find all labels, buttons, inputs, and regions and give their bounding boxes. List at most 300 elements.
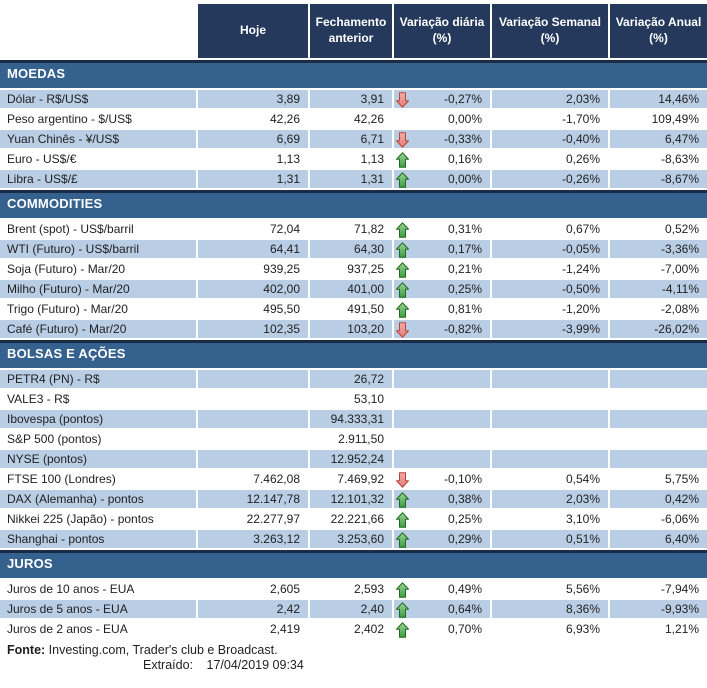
cell-variacao-anual — [610, 470, 707, 490]
cell-hoje-value: 6,69 — [276, 132, 300, 146]
section-header-juros: JUROS — [0, 550, 707, 580]
row-label — [0, 300, 198, 320]
cell-variacao-semanal — [492, 370, 610, 390]
cell-hoje — [198, 410, 310, 430]
cell-variacao-diaria — [394, 390, 492, 410]
cell-fechamento — [310, 390, 394, 410]
cell-variacao-anual-value: -9,93% — [660, 602, 699, 616]
cell-hoje — [198, 90, 310, 110]
down-arrow-icon — [396, 132, 409, 148]
cell-variacao-diaria-value: 0,16% — [447, 152, 482, 166]
cell-variacao-semanal-value: 6,93% — [565, 622, 600, 636]
cell-variacao-semanal — [492, 90, 610, 110]
cell-variacao-diaria — [394, 320, 492, 340]
cell-variacao-anual — [610, 300, 707, 320]
cell-variacao-diaria — [394, 490, 492, 510]
up-arrow-icon — [396, 512, 409, 528]
cell-fechamento — [310, 510, 394, 530]
cell-variacao-semanal-value: -3,99% — [561, 322, 600, 336]
row-label — [0, 490, 198, 510]
cell-hoje-value: 102,35 — [263, 322, 300, 336]
cell-hoje — [198, 490, 310, 510]
cell-variacao-diaria-value: 0,00% — [447, 112, 482, 126]
column-header-variacao-diaria: Variação diária (%) — [394, 4, 492, 58]
cell-fechamento-value: 2.911,50 — [338, 432, 384, 446]
row-label — [0, 240, 198, 260]
cell-fechamento-value: 3,91 — [360, 92, 384, 106]
cell-variacao-diaria — [394, 600, 492, 620]
up-arrow-icon — [396, 282, 409, 298]
row-label-value: Juros de 5 anos - EUA — [7, 602, 128, 616]
table-row — [0, 470, 707, 490]
cell-variacao-anual — [610, 370, 707, 390]
cell-fechamento-value: 1,31 — [360, 172, 384, 186]
cell-variacao-semanal-value: 0,51% — [565, 532, 600, 546]
cell-fechamento — [310, 130, 394, 150]
cell-fechamento — [310, 220, 394, 240]
cell-hoje — [198, 620, 310, 640]
cell-hoje-value: 2,42 — [276, 602, 300, 616]
up-arrow-icon — [396, 152, 409, 168]
cell-hoje — [198, 110, 310, 130]
row-label-value: DAX (Alemanha) - pontos — [7, 492, 144, 506]
cell-variacao-semanal — [492, 240, 610, 260]
cell-hoje — [198, 530, 310, 550]
cell-hoje — [198, 450, 310, 470]
market-report-sheet — [0, 4, 707, 672]
cell-variacao-diaria — [394, 90, 492, 110]
down-arrow-icon — [396, 472, 409, 488]
cell-variacao-semanal — [492, 510, 610, 530]
cell-variacao-semanal-value: 3,10% — [565, 512, 600, 526]
cell-variacao-diaria-value: 0,31% — [447, 222, 482, 236]
cell-hoje — [198, 220, 310, 240]
cell-variacao-anual-value: 1,21% — [664, 622, 699, 636]
column-header-variacao-anual: Variação Anual (%) — [610, 4, 707, 58]
cell-variacao-anual — [610, 110, 707, 130]
table-row — [0, 300, 707, 320]
cell-fechamento-value: 53,10 — [353, 392, 384, 406]
cell-fechamento — [310, 300, 394, 320]
cell-variacao-diaria-value: 0,49% — [447, 582, 482, 596]
cell-fechamento-value: 12.952,24 — [330, 452, 384, 466]
row-label — [0, 170, 198, 190]
cell-fechamento — [310, 110, 394, 130]
cell-variacao-semanal-value: 2,03% — [565, 492, 600, 506]
cell-variacao-anual — [610, 620, 707, 640]
cell-variacao-anual-value: -3,36% — [660, 242, 699, 256]
cell-hoje — [198, 320, 310, 340]
cell-fechamento — [310, 260, 394, 280]
cell-variacao-diaria — [394, 110, 492, 130]
cell-variacao-anual — [610, 280, 707, 300]
cell-hoje — [198, 240, 310, 260]
row-label — [0, 430, 198, 450]
row-label-value: Juros de 10 anos - EUA — [7, 582, 135, 596]
cell-variacao-semanal-value: 5,56% — [565, 582, 600, 596]
cell-fechamento-value: 94.333,31 — [330, 412, 384, 426]
cell-hoje-value: 64,41 — [269, 242, 300, 256]
cell-variacao-semanal — [492, 530, 610, 550]
cell-hoje-value: 7.462,08 — [253, 472, 300, 486]
cell-variacao-anual — [610, 600, 707, 620]
source-line — [7, 643, 707, 657]
cell-variacao-semanal — [492, 320, 610, 340]
cell-variacao-anual — [610, 430, 707, 450]
cell-variacao-semanal — [492, 450, 610, 470]
header-empty-corner — [0, 4, 198, 58]
cell-hoje-value: 2,605 — [269, 582, 300, 596]
row-label-value: Libra - US$/£ — [7, 172, 78, 186]
cell-fechamento-value: 2,40 — [360, 602, 384, 616]
cell-hoje-value: 22.277,97 — [246, 512, 300, 526]
source-label: Fonte: — [7, 643, 46, 657]
table-row — [0, 600, 707, 620]
cell-variacao-anual — [610, 390, 707, 410]
cell-variacao-semanal — [492, 280, 610, 300]
cell-fechamento — [310, 370, 394, 390]
cell-variacao-anual — [610, 130, 707, 150]
cell-variacao-semanal-value: -0,50% — [561, 282, 600, 296]
row-label-value: Ibovespa (pontos) — [7, 412, 104, 426]
cell-variacao-anual-value: -7,00% — [660, 262, 699, 276]
cell-fechamento-value: 7.469,92 — [337, 472, 384, 486]
table-row — [0, 490, 707, 510]
cell-variacao-anual — [610, 320, 707, 340]
cell-variacao-anual — [610, 220, 707, 240]
column-header-hoje: Hoje — [198, 4, 310, 58]
cell-variacao-anual-value: 14,46% — [658, 92, 699, 106]
cell-fechamento-value: 1,13 — [360, 152, 384, 166]
row-label — [0, 280, 198, 300]
row-label — [0, 130, 198, 150]
down-arrow-icon — [396, 92, 409, 108]
row-label — [0, 530, 198, 550]
row-label-value: Soja (Futuro) - Mar/20 — [7, 262, 126, 276]
cell-fechamento-value: 71,82 — [353, 222, 384, 236]
row-label-value: NYSE (pontos) — [7, 452, 88, 466]
row-label-value: Peso argentino - $/US$ — [7, 112, 132, 126]
up-arrow-icon — [396, 302, 409, 318]
up-arrow-icon — [396, 172, 409, 188]
cell-variacao-semanal — [492, 390, 610, 410]
cell-fechamento — [310, 410, 394, 430]
cell-variacao-semanal-value: -1,24% — [561, 262, 600, 276]
row-label-value: Yuan Chinês - ¥/US$ — [7, 132, 120, 146]
cell-variacao-diaria-value: -0,10% — [443, 472, 482, 486]
cell-variacao-semanal — [492, 150, 610, 170]
cell-hoje — [198, 260, 310, 280]
cell-fechamento-value: 491,50 — [347, 302, 384, 316]
cell-variacao-anual-value: -26,02% — [654, 322, 699, 336]
cell-hoje-value: 3.263,12 — [253, 532, 300, 546]
cell-hoje-value: 3,89 — [276, 92, 300, 106]
row-label — [0, 600, 198, 620]
table-row — [0, 450, 707, 470]
cell-fechamento — [310, 450, 394, 470]
cell-fechamento-value: 64,30 — [353, 242, 384, 256]
cell-variacao-anual — [610, 90, 707, 110]
cell-fechamento — [310, 600, 394, 620]
cell-variacao-semanal-value: -1,70% — [561, 112, 600, 126]
cell-variacao-semanal-value: 2,03% — [565, 92, 600, 106]
cell-hoje — [198, 150, 310, 170]
row-label — [0, 510, 198, 530]
cell-variacao-semanal-value: 8,36% — [565, 602, 600, 616]
cell-hoje-value: 72,04 — [269, 222, 300, 236]
up-arrow-icon — [396, 492, 409, 508]
cell-fechamento — [310, 280, 394, 300]
cell-hoje-value: 939,25 — [263, 262, 300, 276]
cell-fechamento — [310, 170, 394, 190]
row-label-value: PETR4 (PN) - R$ — [7, 372, 100, 386]
cell-variacao-semanal-value: -0,05% — [561, 242, 600, 256]
cell-variacao-anual-value: 109,49% — [651, 112, 699, 126]
table-row — [0, 220, 707, 240]
table-header-row — [0, 4, 707, 60]
cell-variacao-diaria — [394, 410, 492, 430]
cell-variacao-diaria-value: 0,17% — [447, 242, 482, 256]
extracted-line — [143, 658, 707, 672]
cell-hoje — [198, 280, 310, 300]
cell-variacao-semanal-value: 0,26% — [565, 152, 600, 166]
cell-variacao-anual — [610, 260, 707, 280]
row-label-value: VALE3 - R$ — [7, 392, 70, 406]
cell-variacao-semanal — [492, 170, 610, 190]
cell-variacao-anual-value: -8,63% — [660, 152, 699, 166]
table-row — [0, 260, 707, 280]
table-row — [0, 280, 707, 300]
table-row — [0, 430, 707, 450]
extracted-label: Extraído: — [143, 658, 194, 672]
cell-fechamento-value: 3.253,60 — [337, 532, 384, 546]
up-arrow-icon — [396, 242, 409, 258]
cell-variacao-anual — [610, 450, 707, 470]
cell-fechamento-value: 937,25 — [347, 262, 384, 276]
cell-variacao-diaria — [394, 300, 492, 320]
cell-variacao-diaria-value: 0,38% — [447, 492, 482, 506]
cell-variacao-semanal — [492, 260, 610, 280]
cell-hoje — [198, 470, 310, 490]
footer — [0, 640, 707, 672]
row-label — [0, 620, 198, 640]
cell-variacao-semanal-value: -1,20% — [561, 302, 600, 316]
row-label-value: Nikkei 225 (Japão) - pontos — [7, 512, 154, 526]
cell-variacao-semanal — [492, 410, 610, 430]
cell-variacao-diaria — [394, 580, 492, 600]
cell-variacao-anual-value: -4,11% — [661, 282, 699, 296]
table-row — [0, 150, 707, 170]
cell-variacao-anual — [610, 580, 707, 600]
table-row — [0, 170, 707, 190]
row-label-value: Milho (Futuro) - Mar/20 — [7, 282, 130, 296]
section-header-bolsas-e-acoes: BOLSAS E AÇÕES — [0, 340, 707, 370]
up-arrow-icon — [396, 582, 409, 598]
cell-variacao-diaria — [394, 170, 492, 190]
table-row — [0, 130, 707, 150]
cell-hoje — [198, 370, 310, 390]
cell-hoje-value: 42,26 — [269, 112, 300, 126]
cell-fechamento — [310, 470, 394, 490]
row-label — [0, 150, 198, 170]
cell-fechamento-value: 26,72 — [353, 372, 384, 386]
section-header-commodities: COMMODITIES — [0, 190, 707, 220]
cell-variacao-diaria — [394, 150, 492, 170]
table-row — [0, 390, 707, 410]
cell-variacao-diaria — [394, 280, 492, 300]
cell-fechamento — [310, 240, 394, 260]
cell-fechamento — [310, 90, 394, 110]
cell-variacao-anual-value: 6,47% — [664, 132, 699, 146]
row-label-value: WTI (Futuro) - US$/barril — [7, 242, 140, 256]
table-row — [0, 320, 707, 340]
cell-variacao-anual-value: -7,94% — [660, 582, 699, 596]
cell-hoje — [198, 300, 310, 320]
cell-fechamento-value: 12.101,32 — [330, 492, 384, 506]
row-label — [0, 390, 198, 410]
row-label — [0, 580, 198, 600]
up-arrow-icon — [396, 622, 409, 638]
cell-variacao-diaria — [394, 220, 492, 240]
cell-variacao-semanal — [492, 300, 610, 320]
cell-fechamento — [310, 150, 394, 170]
row-label — [0, 450, 198, 470]
cell-variacao-anual — [610, 170, 707, 190]
cell-fechamento-value: 401,00 — [347, 282, 384, 296]
cell-fechamento-value: 103,20 — [347, 322, 384, 336]
cell-variacao-semanal-value: 0,67% — [565, 222, 600, 236]
cell-variacao-anual — [610, 150, 707, 170]
cell-hoje-value: 12.147,78 — [246, 492, 300, 506]
cell-fechamento — [310, 490, 394, 510]
cell-variacao-semanal-value: -0,26% — [561, 172, 600, 186]
row-label — [0, 320, 198, 340]
cell-variacao-diaria-value: -0,82% — [443, 322, 482, 336]
column-header-fechamento: Fechamento anterior — [310, 4, 394, 58]
up-arrow-icon — [396, 532, 409, 548]
cell-variacao-semanal — [492, 490, 610, 510]
cell-variacao-semanal — [492, 620, 610, 640]
cell-fechamento — [310, 580, 394, 600]
cell-variacao-semanal — [492, 110, 610, 130]
row-label-value: S&P 500 (pontos) — [7, 432, 102, 446]
row-label-value: Shanghai - pontos — [7, 532, 105, 546]
cell-variacao-anual-value: 5,75% — [664, 472, 699, 486]
cell-variacao-diaria — [394, 530, 492, 550]
up-arrow-icon — [396, 262, 409, 278]
cell-variacao-anual-value: 6,40% — [664, 532, 699, 546]
cell-variacao-diaria — [394, 260, 492, 280]
cell-variacao-diaria — [394, 450, 492, 470]
cell-hoje-value: 495,50 — [263, 302, 300, 316]
cell-variacao-diaria — [394, 430, 492, 450]
table-row — [0, 110, 707, 130]
cell-variacao-semanal — [492, 470, 610, 490]
cell-variacao-diaria-value: 0,70% — [447, 622, 482, 636]
cell-hoje — [198, 600, 310, 620]
row-label — [0, 90, 198, 110]
row-label-value: FTSE 100 (Londres) — [7, 472, 116, 486]
cell-hoje — [198, 510, 310, 530]
table-row — [0, 620, 707, 640]
cell-variacao-anual-value: 0,42% — [664, 492, 699, 506]
table-row — [0, 510, 707, 530]
cell-hoje-value: 2,419 — [269, 622, 300, 636]
cell-variacao-diaria-value: 0,00% — [447, 172, 482, 186]
cell-variacao-semanal-value: -0,40% — [561, 132, 600, 146]
cell-variacao-diaria-value: -0,27% — [443, 92, 482, 106]
cell-variacao-semanal — [492, 430, 610, 450]
row-label — [0, 410, 198, 430]
cell-variacao-semanal — [492, 580, 610, 600]
table-row — [0, 370, 707, 390]
table-row — [0, 90, 707, 110]
column-header-variacao-semanal: Variação Semanal (%) — [492, 4, 610, 58]
cell-variacao-anual-value: -2,08% — [660, 302, 699, 316]
cell-variacao-semanal — [492, 130, 610, 150]
cell-hoje-value: 1,31 — [276, 172, 300, 186]
row-label — [0, 260, 198, 280]
row-label-value: Trigo (Futuro) - Mar/20 — [7, 302, 128, 316]
row-label — [0, 470, 198, 490]
up-arrow-icon — [396, 602, 409, 618]
row-label-value: Dólar - R$/US$ — [7, 92, 89, 106]
section-header-moedas: MOEDAS — [0, 60, 707, 90]
cell-variacao-semanal — [492, 220, 610, 240]
cell-fechamento-value: 42,26 — [353, 112, 384, 126]
cell-hoje-value: 1,13 — [276, 152, 300, 166]
cell-hoje-value: 402,00 — [263, 282, 300, 296]
cell-variacao-diaria-value: -0,33% — [443, 132, 482, 146]
row-label — [0, 370, 198, 390]
row-label-value: Juros de 2 anos - EUA — [7, 622, 128, 636]
cell-variacao-anual — [610, 530, 707, 550]
cell-variacao-diaria-value: 0,25% — [447, 512, 482, 526]
cell-fechamento — [310, 620, 394, 640]
cell-hoje — [198, 430, 310, 450]
down-arrow-icon — [396, 322, 409, 338]
table-body — [0, 60, 707, 640]
cell-variacao-anual-value: -6,06% — [660, 512, 699, 526]
cell-variacao-anual — [610, 240, 707, 260]
row-label-value: Euro - US$/€ — [7, 152, 77, 166]
cell-fechamento — [310, 430, 394, 450]
cell-variacao-diaria — [394, 240, 492, 260]
cell-variacao-anual — [610, 510, 707, 530]
cell-hoje — [198, 390, 310, 410]
cell-variacao-diaria — [394, 510, 492, 530]
table-row — [0, 530, 707, 550]
cell-variacao-semanal — [492, 600, 610, 620]
row-label — [0, 110, 198, 130]
cell-variacao-diaria — [394, 620, 492, 640]
cell-variacao-anual — [610, 490, 707, 510]
cell-variacao-diaria-value: 0,64% — [447, 602, 482, 616]
up-arrow-icon — [396, 222, 409, 238]
row-label-value: Brent (spot) - US$/barril — [7, 222, 134, 236]
cell-fechamento-value: 2,593 — [353, 582, 384, 596]
row-label-value: Café (Futuro) - Mar/20 — [7, 322, 127, 336]
cell-hoje — [198, 580, 310, 600]
cell-hoje — [198, 170, 310, 190]
cell-fechamento — [310, 320, 394, 340]
cell-variacao-anual-value: 0,52% — [664, 222, 699, 236]
cell-variacao-semanal-value: 0,54% — [565, 472, 600, 486]
extracted-timestamp: 17/04/2019 09:34 — [206, 658, 304, 672]
cell-fechamento-value: 6,71 — [360, 132, 384, 146]
table-row — [0, 580, 707, 600]
cell-variacao-diaria — [394, 130, 492, 150]
